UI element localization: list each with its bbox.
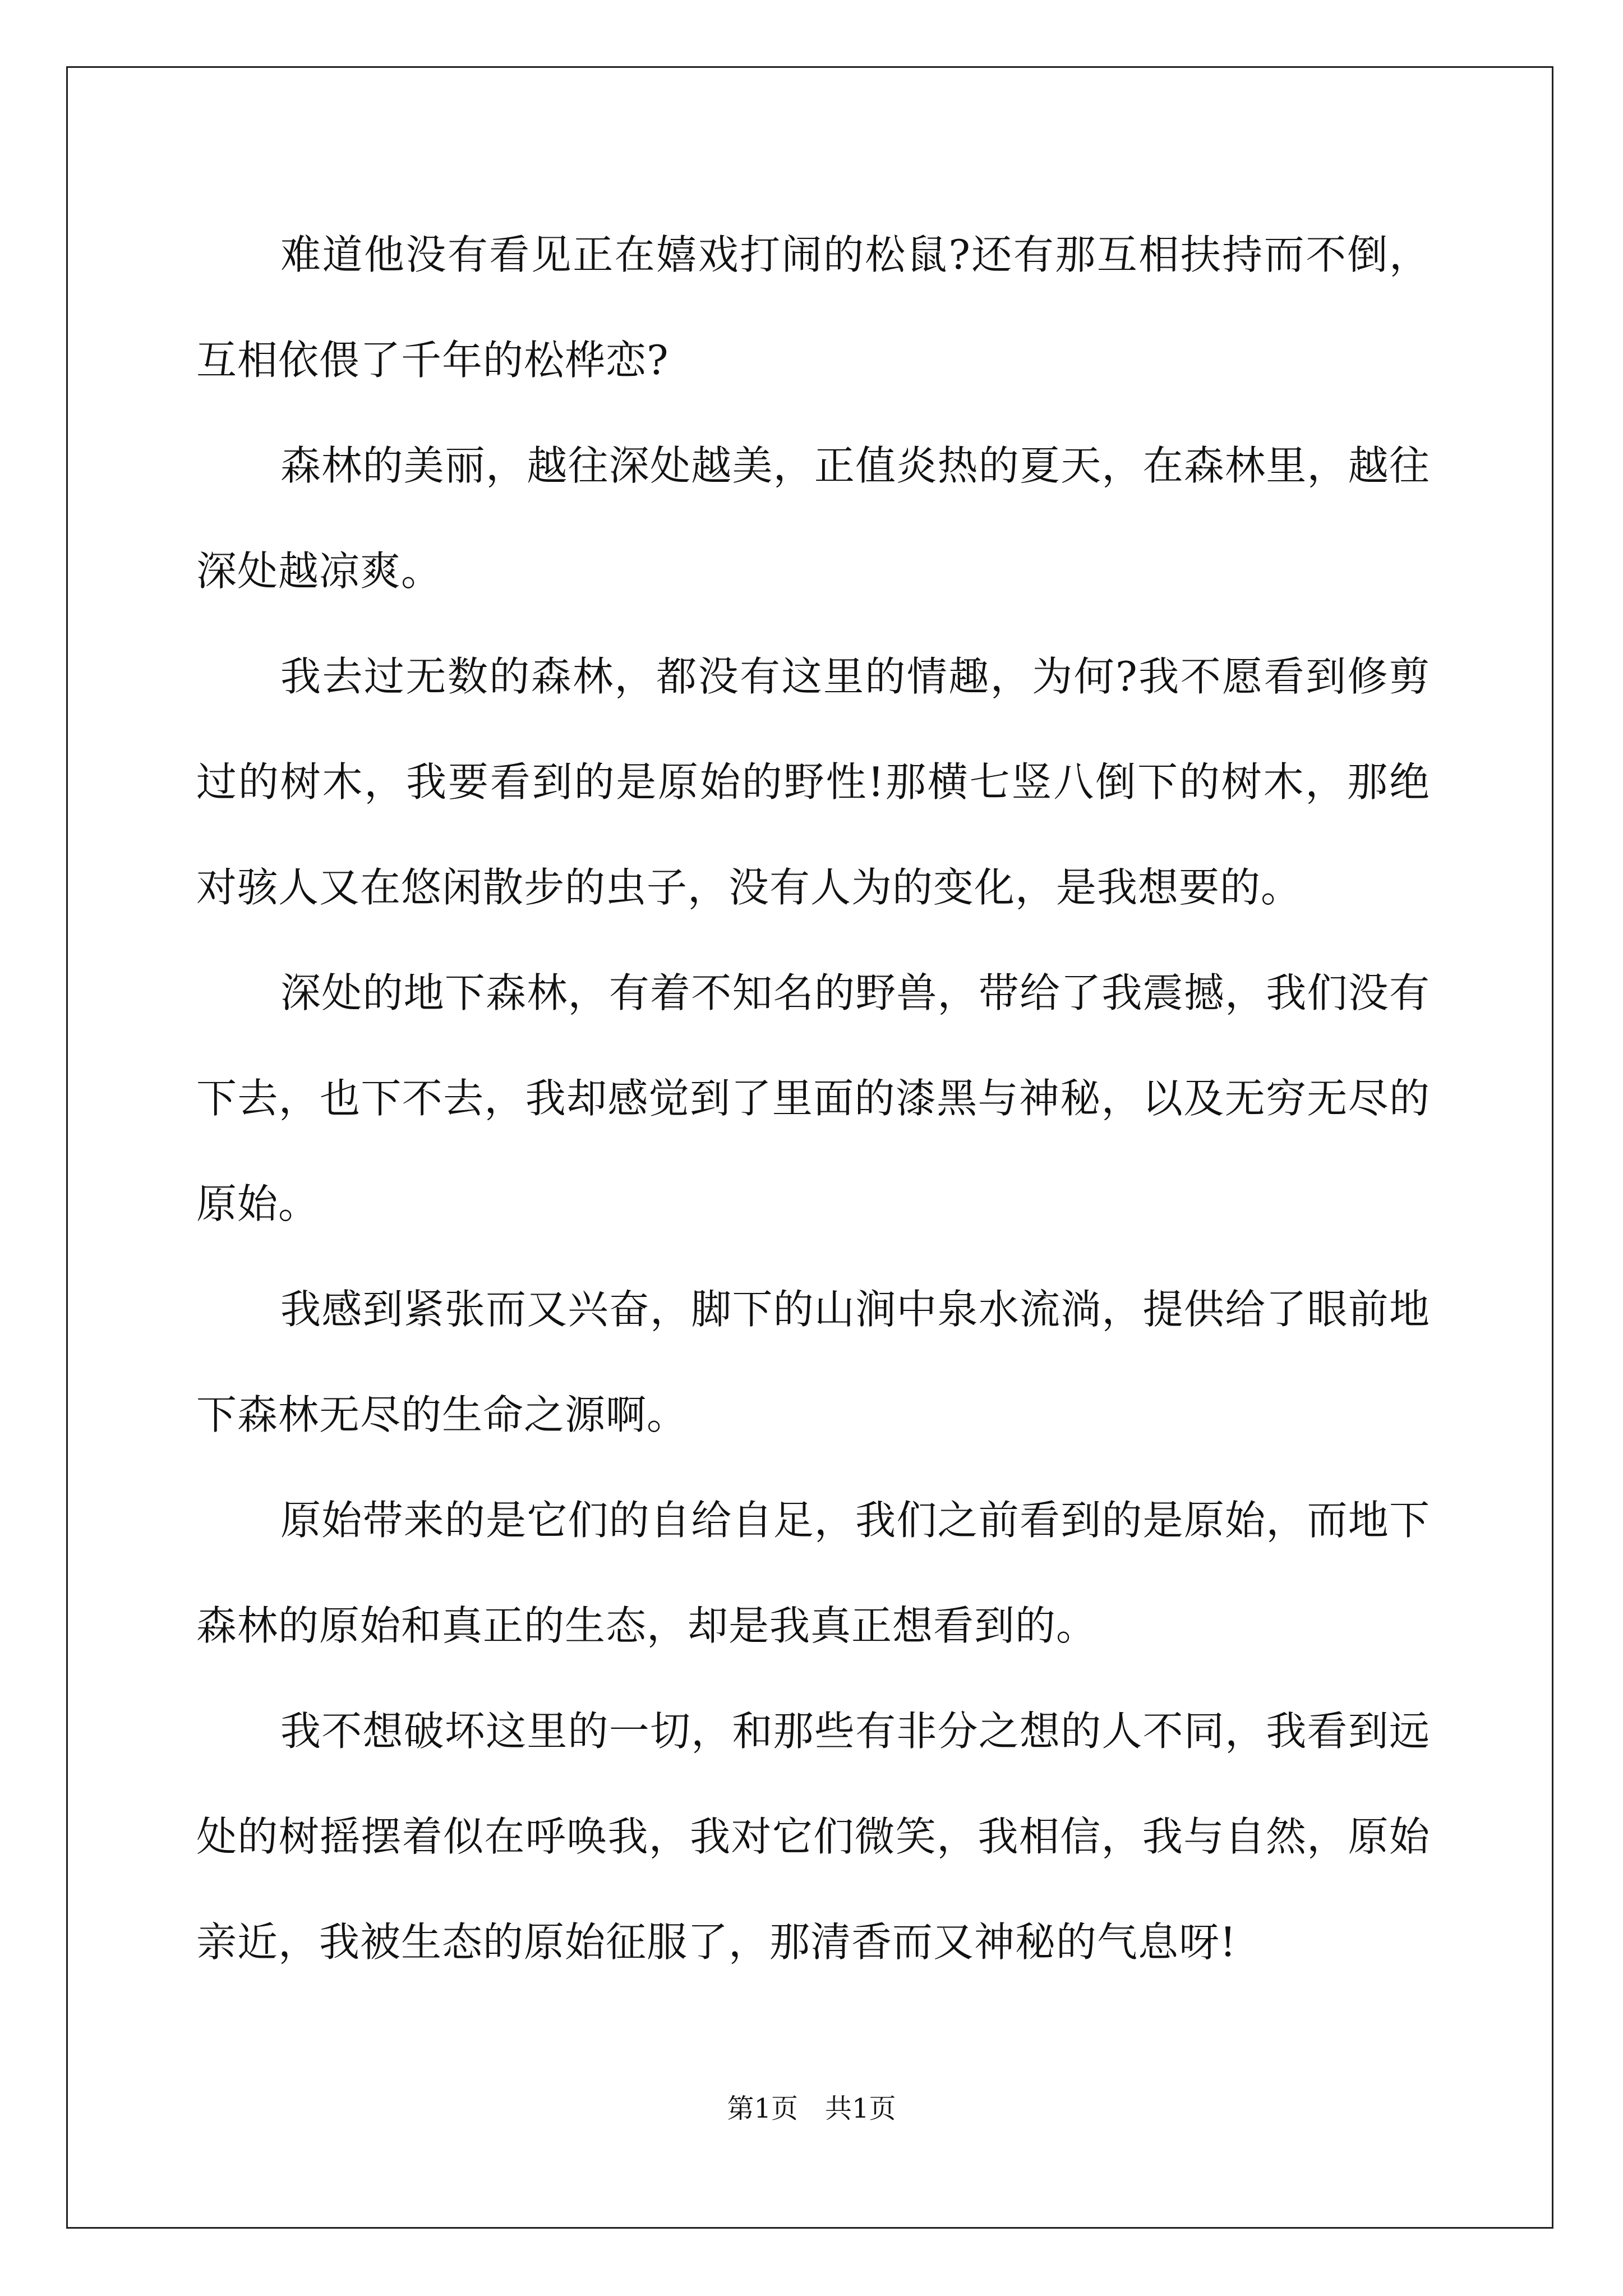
paragraph: 深处的地下森林，有着不知名的野兽，带给了我震撼，我们没有下去，也下不去，我却感觉到了里面的漆黑与神秘，以及无穷无尽的原始。 — [196, 969, 1430, 1227]
paragraph: 难道他没有看见正在嬉戏打闹的松鼠?还有那互相扶持而不倒，互相依偎了千年的松桦恋? — [196, 231, 1430, 384]
paragraph: 我不想破坏这里的一切，和那些有非分之想的人不同，我看到远处的树摇摆着似在呼唤我，我对它们微笑，我相信，我与自然，原始亲近，我被生态的原始征服了，那清香而又神秘的气息呀! — [196, 1708, 1430, 1966]
document-body — [196, 202, 1430, 1995]
paragraph: 森林的美丽，越往深处越美，正值炎热的夏天，在森林里，越往深处越凉爽。 — [196, 442, 1430, 595]
paragraph: 原始带来的是它们的自给自足，我们之前看到的是原始，而地下森林的原始和真正的生态，却是我真正想看到的。 — [196, 1497, 1430, 1649]
page-number-footer: 第1页 共1页 — [727, 2093, 896, 2124]
paragraph: 我感到紧张而又兴奋，脚下的山涧中泉水流淌，提供给了眼前地下森林无尽的生命之源啊。 — [196, 1286, 1430, 1438]
paragraph: 我去过无数的森林，都没有这里的情趣，为何?我不愿看到修剪过的树木，我要看到的是原始的野性!那横七竖八倒下的树木，那绝对骇人又在悠闲散步的虫子，没有人为的变化，是我想要的。 — [196, 653, 1430, 911]
